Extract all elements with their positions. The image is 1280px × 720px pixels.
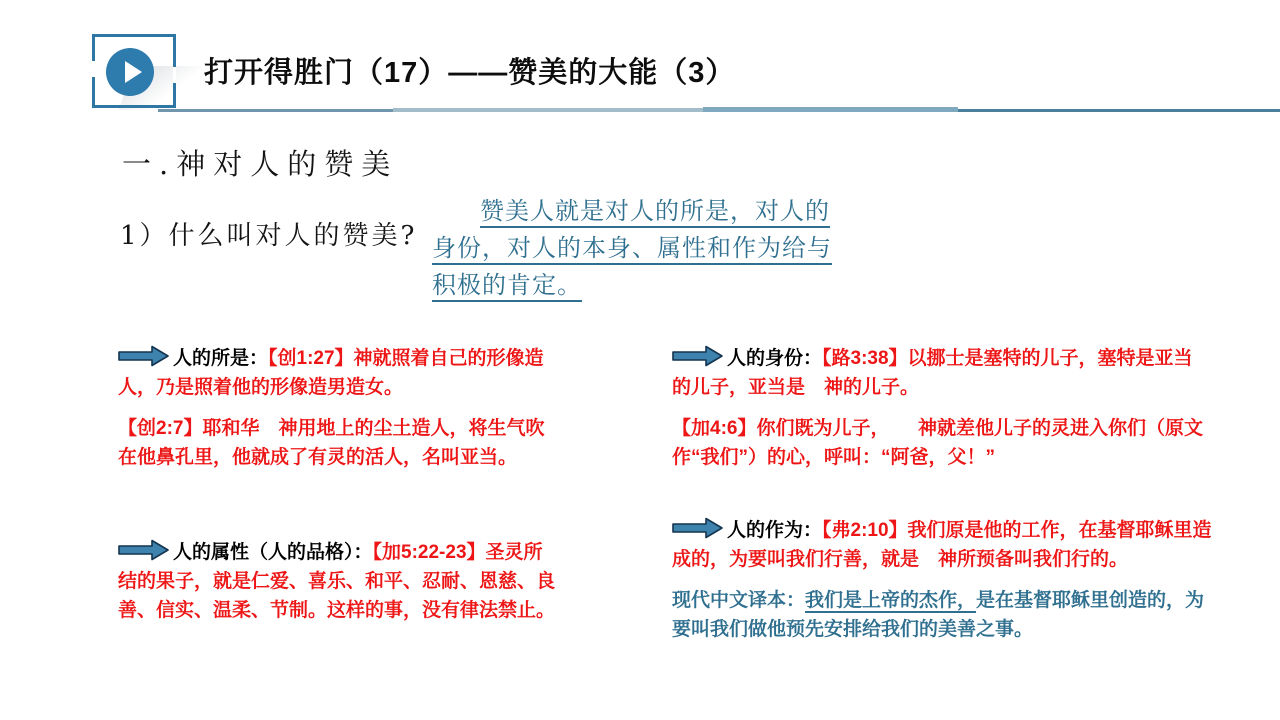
scripture-text: 【创1:27】神就照着自己的形像造人，乃是照着他的形像造男造女。 [118, 348, 544, 398]
point-label: 人的身份： [727, 348, 823, 369]
point-lead [672, 344, 1204, 402]
point-lead [672, 516, 1217, 574]
scripture-text: 【加4:6】你们既为儿子， 神就差他儿子的灵进入你们（原文作“我们”）的心，呼叫：“阿爸，父！” [672, 418, 1203, 468]
right-arrow-icon [118, 538, 170, 562]
right-arrow-icon [672, 344, 724, 368]
scripture-text: 【路3:38】以挪士是塞特的儿子，塞特是亚当的儿子，亚当是 神的儿子。 [672, 348, 1193, 398]
scripture-text: 【加5:22-23】圣灵所结的果子，就是仁爱、喜乐、和平、忍耐、恩慈、良善、信实、温柔、节制。这样的事，没有律法禁止。 [118, 542, 556, 621]
definition-quote: 赞美人就是对人的所是，对人的身份，对人的本身、属性和作为给与积极的肯定。 [432, 197, 832, 299]
title-rule-segment [703, 107, 958, 112]
slide-title: 打开得胜门（17）——赞美的大能（3） [204, 57, 736, 89]
modern-translation-text [672, 586, 1217, 644]
frame-gap-left [92, 61, 95, 77]
point-lead [118, 538, 556, 625]
point-label: 人的作为： [727, 520, 823, 541]
translation-prefix: 现代中文译本： [672, 590, 806, 611]
point-block-deeds [672, 516, 1217, 656]
title-rule-segment [158, 109, 393, 112]
point-label: 人的属性（人的品格）： [173, 542, 373, 563]
title-rule-segment [393, 108, 703, 112]
point-lead [118, 344, 552, 402]
translation-rest: 是在基督耶稣里创造的，为要叫我们做他预先安排给我们的美善之事。 [672, 590, 1205, 640]
point-block-attributes [118, 538, 556, 637]
point-label: 人的所是： [173, 348, 269, 369]
point-block-identity [672, 344, 1204, 484]
translation-underlined: 我们是上帝的杰作， [805, 590, 977, 611]
point-block-being [118, 344, 552, 484]
play-triangle-icon [125, 61, 142, 83]
question-text: 1）什么叫对人的赞美? [120, 221, 418, 251]
scripture-text: 【弗2:10】我们原是他的工作，在基督耶稣里造成的，为要叫我们行善，就是 神所预备叫我们行的。 [672, 520, 1212, 570]
title-rule-segment [958, 109, 1280, 112]
scripture-text: 【创2:7】耶和华 神用地上的尘土造人，将生气吹在他鼻孔里，他就成了有灵的活人，名叫亚当。 [118, 418, 545, 468]
right-arrow-icon [672, 516, 724, 540]
frame-gap-right [173, 67, 176, 83]
section-heading: 一.神对人的赞美 [122, 147, 399, 181]
right-arrow-icon [118, 344, 170, 368]
play-icon[interactable] [106, 48, 154, 96]
